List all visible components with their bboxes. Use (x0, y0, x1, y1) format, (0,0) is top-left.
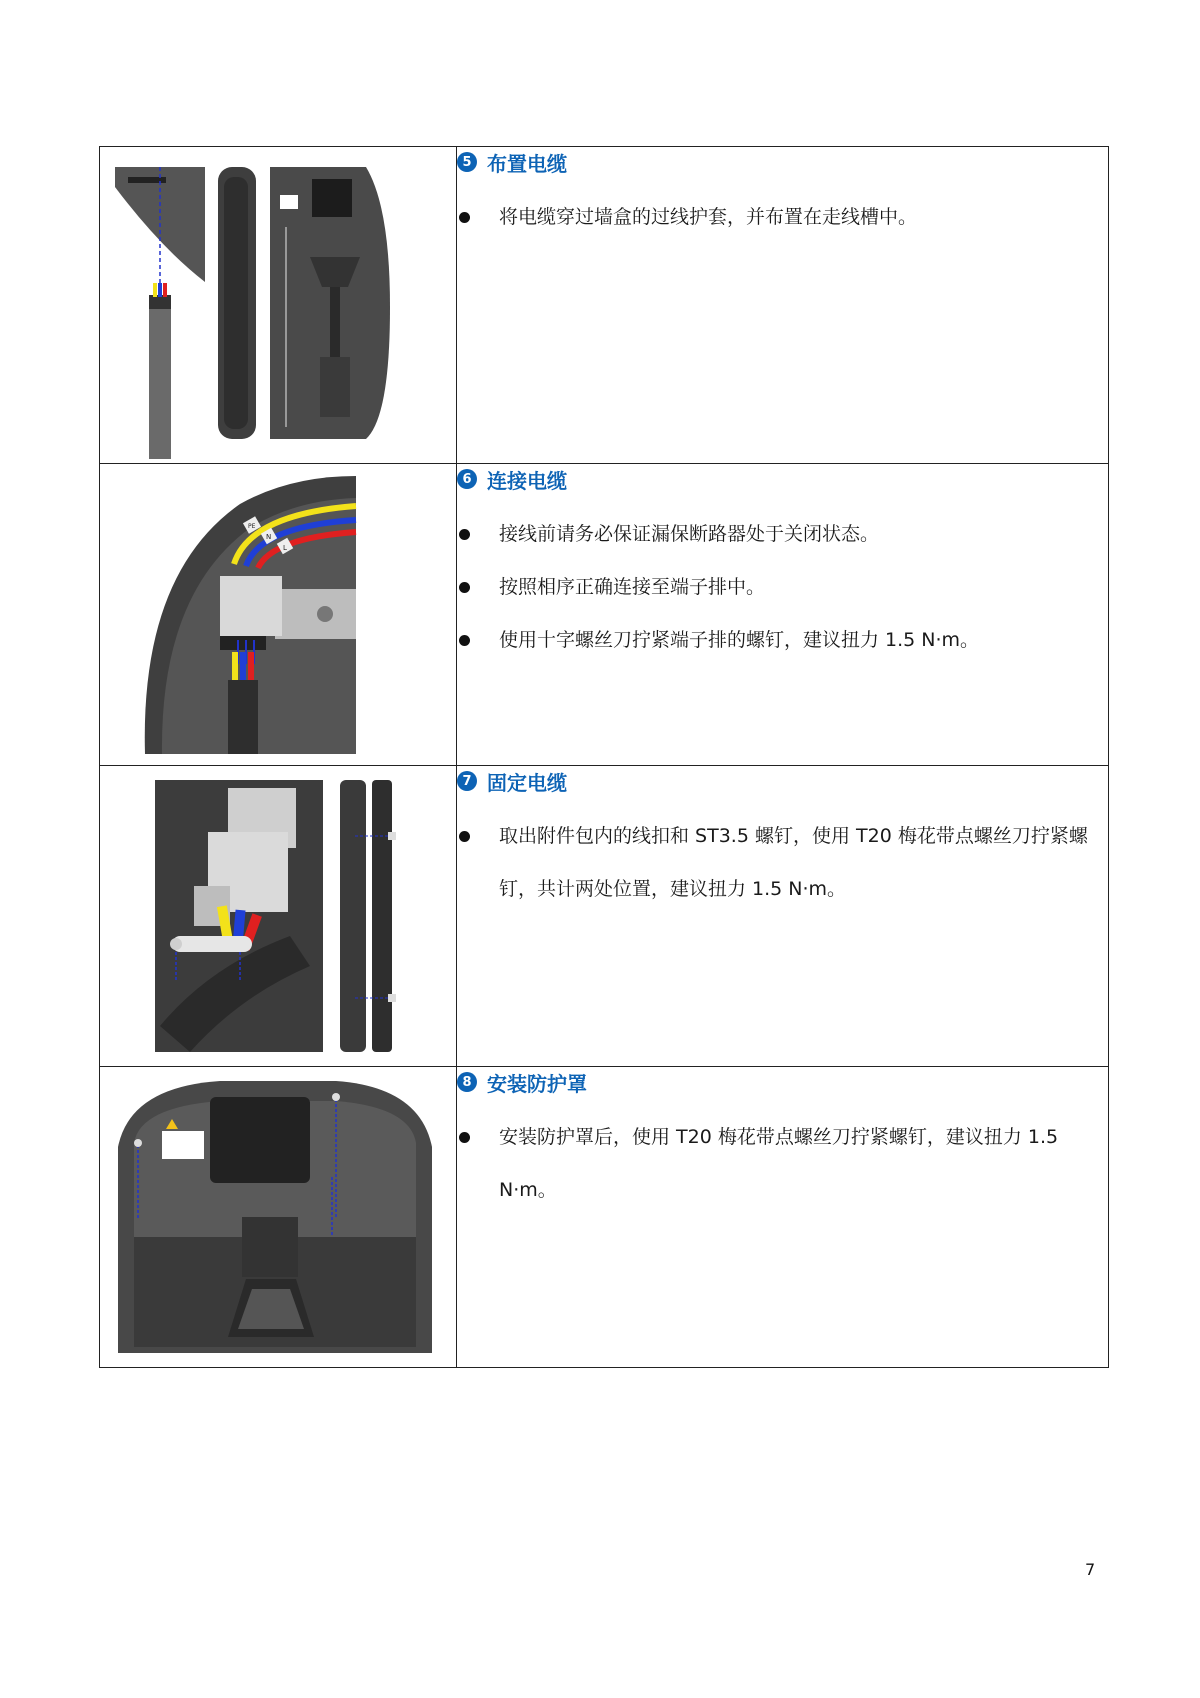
wire-label-n: N (266, 533, 272, 541)
step-row-7 (100, 766, 1109, 1067)
step-7-title: 固定电缆 (487, 770, 567, 795)
wire-label-pe: PE (248, 523, 256, 530)
wire-label-l: L (283, 544, 287, 552)
step-6-image-cell (100, 464, 457, 766)
steps-table (99, 146, 1109, 1368)
step-8-number-badge: 8 (457, 1072, 477, 1092)
cable-routing-illustration (100, 147, 456, 463)
step-5-text-cell (457, 147, 1109, 464)
step-row-5 (100, 147, 1109, 464)
step-6-text-cell (457, 464, 1109, 766)
step-8-text-cell (457, 1067, 1109, 1368)
step-5-title: 布置电缆 (487, 151, 567, 176)
step-8-bullet-1: 安装防护罩后，使用 T20 梅花带点螺丝刀拧紧螺钉，建议扭力 1.5 N·m。 (457, 1111, 1108, 1217)
cable-clamp-illustration (100, 766, 456, 1066)
step-7-number-badge: 7 (457, 771, 477, 791)
step-row-6 (100, 464, 1109, 766)
step-6-number-badge: 6 (457, 469, 477, 489)
step-5-number-badge: 5 (457, 152, 477, 172)
step-7-image-cell (100, 766, 457, 1067)
cover-install-illustration (100, 1067, 456, 1367)
cable-connection-illustration (100, 464, 456, 765)
step-6-bullet-3: 使用十字螺丝刀拧紧端子排的螺钉，建议扭力 1.5 N·m。 (457, 614, 1108, 667)
step-7-text-cell (457, 766, 1109, 1067)
step-6-bullet-2: 按照相序正确连接至端子排中。 (457, 561, 1108, 614)
page-number: 7 (1085, 1560, 1096, 1579)
step-5-image-cell (100, 147, 457, 464)
step-5-bullet-1: 将电缆穿过墙盒的过线护套，并布置在走线槽中。 (457, 191, 1108, 244)
step-8-image-cell (100, 1067, 457, 1368)
step-7-bullet-1: 取出附件包内的线扣和 ST3.5 螺钉，使用 T20 梅花带点螺丝刀拧紧螺钉，共计两处位置，建议扭力 1.5 N·m。 (457, 810, 1108, 916)
step-6-title: 连接电缆 (487, 468, 567, 493)
step-row-8 (100, 1067, 1109, 1368)
step-6-bullet-1: 接线前请务必保证漏保断路器处于关闭状态。 (457, 508, 1108, 561)
step-8-title: 安装防护罩 (487, 1071, 587, 1096)
